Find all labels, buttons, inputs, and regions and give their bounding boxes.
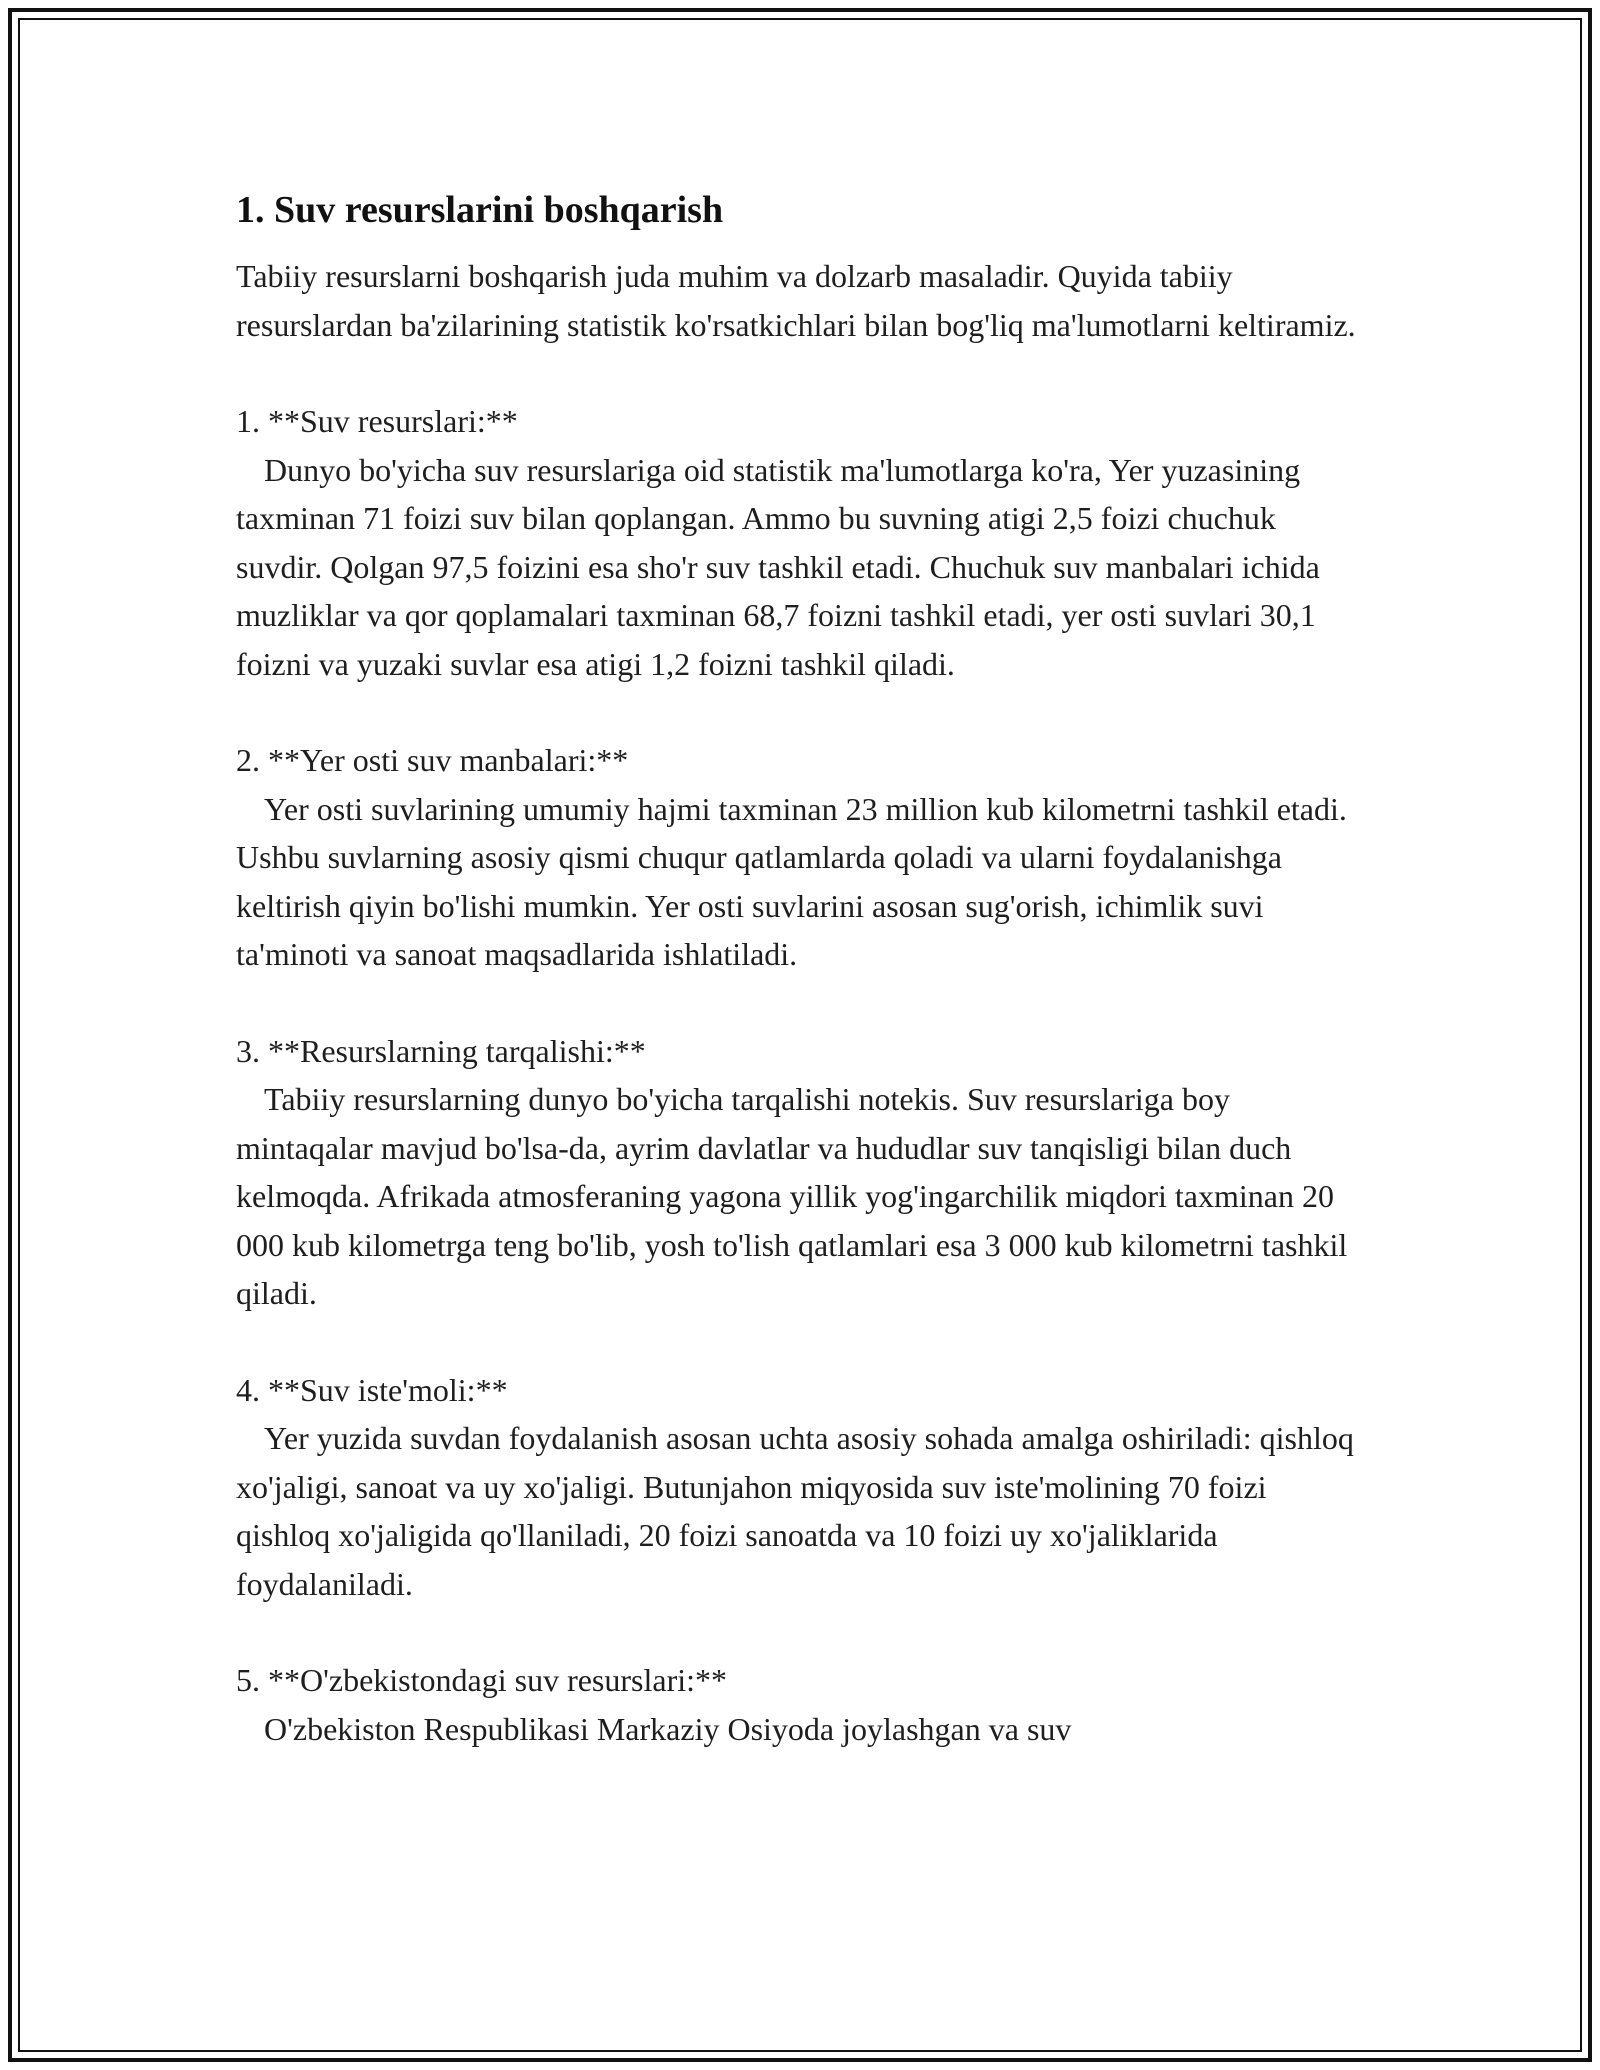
section-heading: 4. **Suv iste'moli:** <box>236 1371 508 1408</box>
section-heading: 2. **Yer osti suv manbalari:** <box>236 742 629 778</box>
section-body: Dunyo bo'yicha suv resurslariga oid statistik ma'lumotlarga ko'ra, Yer yuzasining taxminan 71 foizi suv bilan qoplangan. Ammo bu suvning atigi 2,5 foizi chuchuk suvdir. Qolgan 97,5 foizini esa sho'r suv tashkil etadi. Chuchuk suv manbalari ichida muzliklar va qor qoplamalari taxminan 68,7 foizni tashkil etadi, yer osti suvlari 30,1 foizni va yuzaki suvlar esa atigi 1,2 foizni tashkil qiladi. <box>236 451 1320 682</box>
intro-paragraph: Tabiiy resurslarni boshqarish juda muhim va dolzarb masaladir. Quyida tabiiy resurslardan ba'zilarining statistik ko'rsatkichlari bilan bog'liq ma'lumotlarni keltiramiz. <box>236 258 1356 343</box>
section-yer-osti-suv-manbalari <box>236 736 1366 979</box>
section-heading: 3. **Resurslarning tarqalishi:** <box>236 1032 646 1069</box>
document-content <box>236 186 1366 1801</box>
section-resurslarning-tarqalishi <box>236 1027 1366 1318</box>
section-suv-istemoli <box>236 1366 1366 1609</box>
section-body: Yer osti suvlarining umumiy hajmi taxminan 23 million kub kilometrni tashkil etadi. Ushbu suvlarning asosiy qismi chuqur qatlamlarda qoladi va ularni foydalanishga keltirish qiyin bo'lishi mumkin. Yer osti suvlarini asosan sug'orish, ichimlik suvi ta'minoti va sanoat maqsadlarida ishlatiladi. <box>236 790 1347 972</box>
section-body: Tabiiy resurslarning dunyo bo'yicha tarqalishi notekis. Suv resurslariga boy mintaqalar mavjud bo'lsa-da, ayrim davlatlar va hududlar suv tanqisligi bilan duch kelmoqda. Afrikada atmosferaning yagona yillik yog'ingarchilik miqdori taxminan 20 000 kub kilometrga teng bo'lib, yosh to'lish qatlamlari esa 3 000 kub kilometrni tashkil qiladi. <box>236 1081 1348 1311</box>
section-suv-resurslari <box>236 397 1366 688</box>
section-ozbekistondagi-suv-resurslari <box>236 1656 1366 1753</box>
document-title: 1. Suv resurslarini boshqarish <box>236 189 724 231</box>
section-heading: 5. **O'zbekistondagi suv resurslari:** <box>236 1662 728 1698</box>
section-heading: 1. **Suv resurslari:** <box>236 403 518 439</box>
section-body: O'zbekiston Respublikasi Markaziy Osiyoda joylashgan va suv <box>264 1710 1072 1747</box>
section-body: Yer yuzida suvdan foydalanish asosan uchta asosiy sohada amalga oshiriladi: qishloq xo'jaligi, sanoat va uy xo'jaligi. Butunjahon miqyosida suv iste'molining 70 foizi qishloq xo'jaligida qo'llaniladi, 20 foizi sanoatda va 10 foizi uy xo'jaliklarida foydalaniladi. <box>236 1420 1354 1602</box>
